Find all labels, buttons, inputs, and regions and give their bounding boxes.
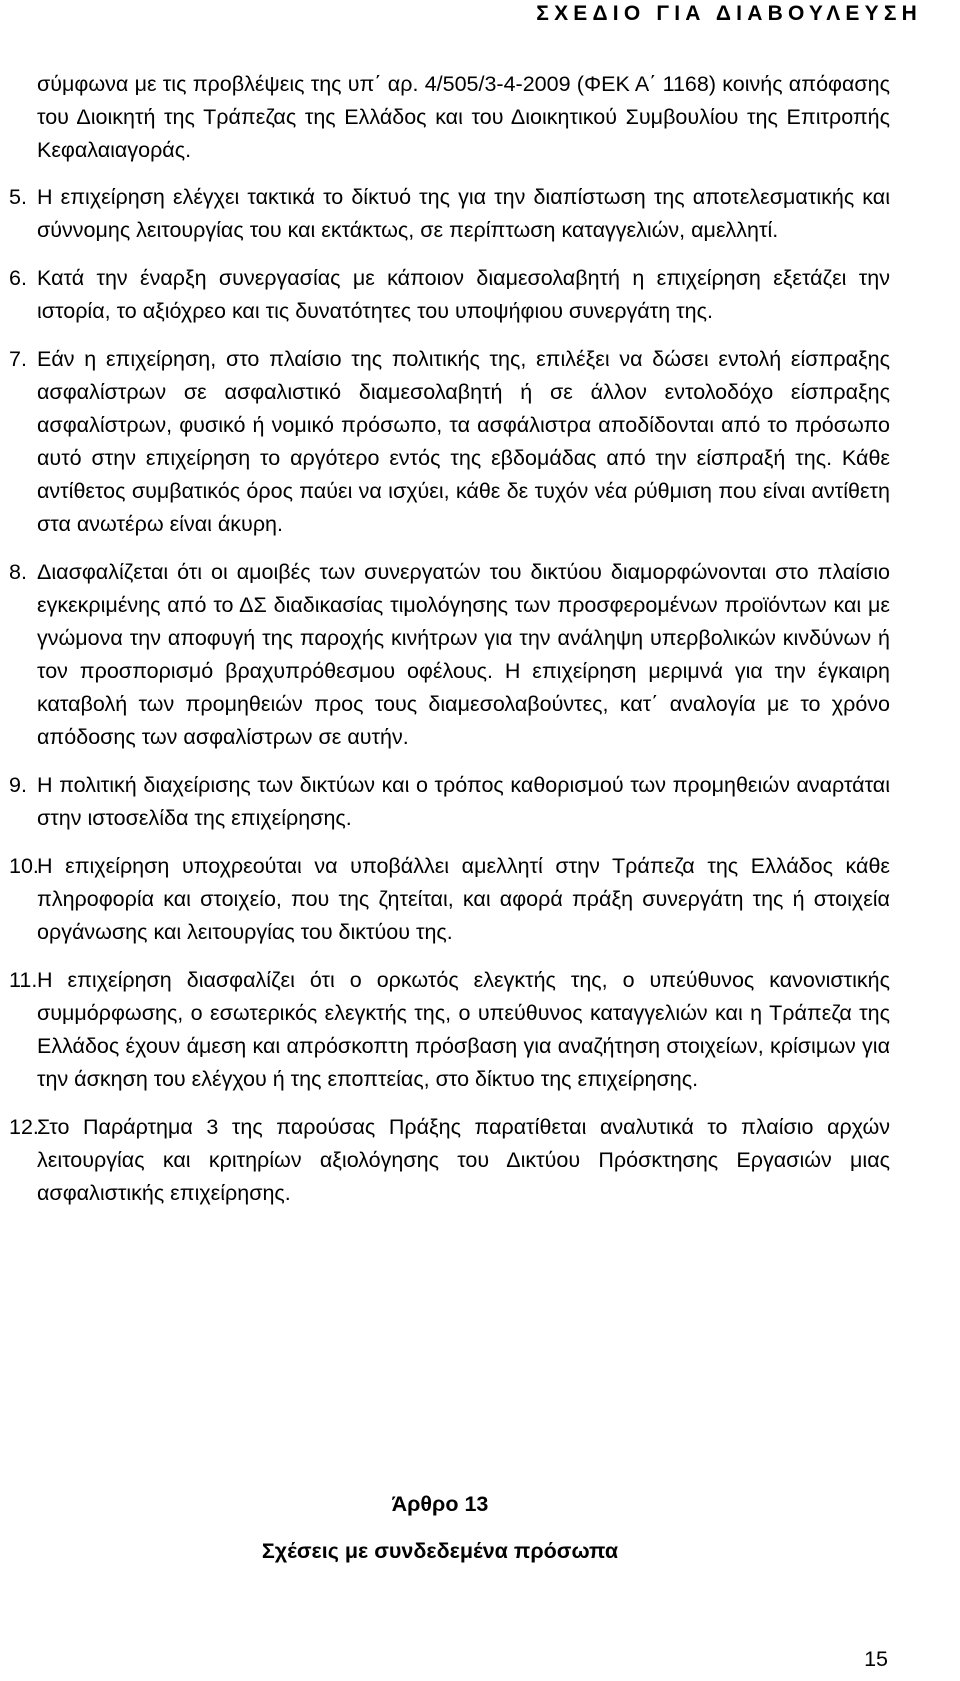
list-item-9 [0,769,960,835]
list-item-text: Η επιχείρηση ελέγχει τακτικά το δίκτυό της για την διαπίστωση της αποτελεσματικής και σύννομης λειτουργίας του και εκτάκτως, σε περίπτωση καταγγελιών, αμελλητί. [37,185,890,242]
list-item-number: 7. [9,347,27,371]
list-item-number: 8. [9,560,27,584]
list-item-5 [0,181,960,247]
list-item-text: Η επιχείρηση διασφαλίζει ότι ο ορκωτός ελεγκτής της, ο υπεύθυνος κανονιστικής συμμόρφωσης, ο εσωτερικός ελεγκτής της, ο υπεύθυνος καταγγελιών και η Τράπεζα της Ελλάδος έχουν άμεση και απρόσκοπτη πρόσβαση για αναζήτηση στοιχείων, κρίσιμων για την άσκηση του ελέγχου ή της εποπτείας, στο δίκτυο της επιχείρησης. [37,968,890,1091]
list-item-6 [0,262,960,328]
running-header: ΣΧΕΔΙΟ ΓΙΑ ΔΙΑΒΟΥΛΕΥΣΗ [536,2,922,25]
page-number: 15 [864,1647,888,1671]
list-item-number: 6. [9,266,27,290]
list-item-number: 10. [9,854,39,878]
list-item-number: 12. [9,1115,39,1139]
document-body [0,68,960,1210]
article-number-heading: Άρθρο 13 [391,1492,489,1516]
list-item-number: 9. [9,773,27,797]
list-item-text: Η επιχείρηση υποχρεούται να υποβάλλει αμελλητί στην Τράπεζα της Ελλάδος κάθε πληροφορία και στοιχείο, που της ζητείται, και αφορά πράξη συνεργάτη της ή στοιχεία οργάνωσης και λειτουργίας του δικτύου της. [37,854,890,944]
continuation-paragraph: σύμφωνα με τις προβλέψεις της υπ΄ αρ. 4/505/3-4-2009 (ΦΕΚ Α΄ 1168) κοινής απόφασης του Διοικητή της Τράπεζας της Ελλάδος και του Διοικητικού Συμβουλίου της Επιτροπής Κεφαλαιαγοράς. [37,72,890,162]
list-item-text: Η πολιτική διαχείρισης των δικτύων και ο τρόπος καθορισμού των προμηθειών αναρτάται στην ιστοσελίδα της επιχείρησης. [37,773,890,830]
article-title-heading: Σχέσεις με συνδεδεμένα πρόσωπα [261,1539,619,1563]
list-item-8 [0,556,960,754]
list-item-number: 5. [9,185,27,209]
list-item-10 [0,850,960,949]
list-item-7 [0,343,960,541]
list-item-number: 11. [9,968,38,992]
list-item-text: Διασφαλίζεται ότι οι αμοιβές των συνεργατών του δικτύου διαμορφώνονται στο πλαίσιο εγκεκριμένης από το ΔΣ διαδικασίας τιμολόγησης των προσφερομένων προϊόντων και με γνώμονα την αποφυγή της παροχής κινήτρων για την ανάληψη υπερβολικών κινδύνων ή τον προσπορισμό βραχυπρόθεσμου οφέλους. Η επιχείρηση μεριμνά για την έγκαιρη καταβολή των προμηθειών προς τους διαμεσολαβούντες, κατ΄ αναλογία με το χρόνο απόδοσης των ασφαλίστρων σε αυτήν. [37,560,890,749]
list-item-12 [0,1111,960,1210]
list-item-text: Εάν η επιχείρηση, στο πλαίσιο της πολιτικής της, επιλέξει να δώσει εντολή είσπραξης ασφαλίστρων σε ασφαλιστικό διαμεσολαβητή ή σε άλλον εντολοδόχο είσπραξης ασφαλίστρων, φυσικό ή νομικό πρόσωπο, τα ασφάλιστρα αποδίδονται από το πρόσωπο αυτό στην επιχείρηση το αργότερο εντός της εβδομάδας από την είσπραξή της. Κάθε αντίθετος συμβατικός όρος παύει να ισχύει, κάθε δε τυχόν νέα ρύθμιση που είναι αντίθετη στα ανωτέρω είναι άκυρη. [37,347,890,536]
list-item-11 [0,964,960,1096]
list-item-text: Στο Παράρτημα 3 της παρούσας Πράξης παρατίθεται αναλυτικά το πλαίσιο αρχών λειτουργίας και κριτηρίων αξιολόγησης του Δικτύου Πρόσκτησης Εργασιών μιας ασφαλιστικής επιχείρησης. [37,1115,890,1205]
list-item-text: Κατά την έναρξη συνεργασίας με κάποιον διαμεσολαβητή η επιχείρηση εξετάζει την ιστορία, το αξιόχρεο και τις δυνατότητες του υποψήφιου συνεργάτη της. [37,266,890,323]
